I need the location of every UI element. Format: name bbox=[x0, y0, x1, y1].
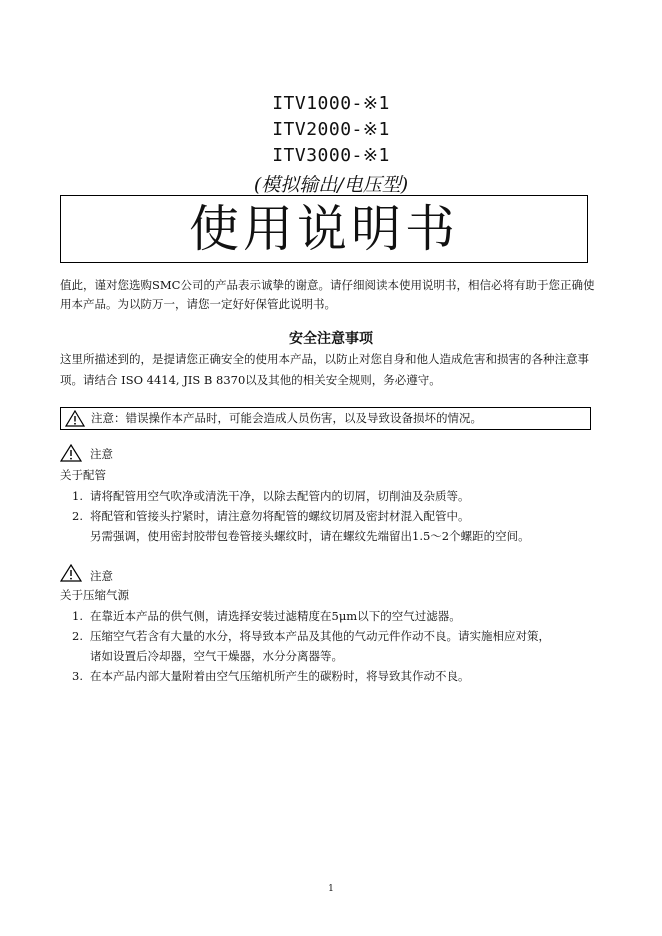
list-item: 3. 在本产品内部大量附着由空气压缩机所产生的碳粉时，将导致其作动不良。 bbox=[72, 669, 470, 683]
piping-heading: 关于配管 bbox=[60, 468, 106, 482]
warning-box bbox=[60, 407, 591, 430]
warning-triangle-icon bbox=[65, 410, 85, 434]
title-box bbox=[60, 195, 588, 263]
safety-paragraph: 这里所描述到的，是提请您正确安全的使用本产品，以防止对您自身和他人造成危害和损害的各种注意事项。请结合 ISO 4414, JIS B 8370以及其他的相关安全规则，务必遵守。 bbox=[60, 352, 589, 387]
caution-label: 注意 bbox=[90, 447, 113, 461]
model-line-3: ITV3000-※1 bbox=[272, 145, 390, 166]
list-item-continuation: 诸如设置后冷却器，空气干燥器，水分分离器等。 bbox=[90, 649, 343, 663]
model-line-2: ITV2000-※1 bbox=[272, 119, 390, 140]
document-title: 使用说明书 bbox=[189, 200, 459, 258]
subtitle: (模拟输出/电压型) bbox=[253, 174, 409, 196]
caution-triangle-icon bbox=[60, 564, 82, 585]
list-item-continuation: 另需强调，使用密封胶带包卷管接头螺纹时，请在螺纹先端留出1.5～2个螺距的空间。 bbox=[90, 529, 530, 543]
page-number: 1 bbox=[328, 884, 334, 894]
warning-text: 注意：错误操作本产品时，可能会造成人员伤害，以及导致设备损坏的情况。 bbox=[91, 411, 482, 425]
model-line-1: ITV1000-※1 bbox=[272, 93, 390, 114]
safety-title: 安全注意事项 bbox=[289, 331, 373, 347]
list-item: 2. 压缩空气若含有大量的水分，将导致本产品及其他的气动元件作动不良。请实施相应对策， bbox=[72, 629, 550, 643]
caution-label: 注意 bbox=[90, 569, 113, 583]
list-item: 1. 在靠近本产品的供气侧，请选择安装过滤精度在5μm以下的空气过滤器。 bbox=[72, 609, 461, 623]
list-item: 2. 将配管和管接头拧紧时，请注意勿将配管的螺纹切屑及密封材混入配管中。 bbox=[72, 509, 470, 523]
list-item: 1. 请将配管用空气吹净或清洗干净，以除去配管内的切屑，切削油及杂质等。 bbox=[72, 489, 470, 503]
intro-paragraph: 值此，谨对您选购SMC公司的产品表示诚挚的谢意。请仔细阅读本使用说明书，相信必将有助于您正确使用本产品。为以防万一，请您一定好好保管此说明书。 bbox=[60, 278, 595, 311]
air-source-heading: 关于压缩气源 bbox=[60, 588, 129, 602]
caution-triangle-icon bbox=[60, 444, 82, 465]
